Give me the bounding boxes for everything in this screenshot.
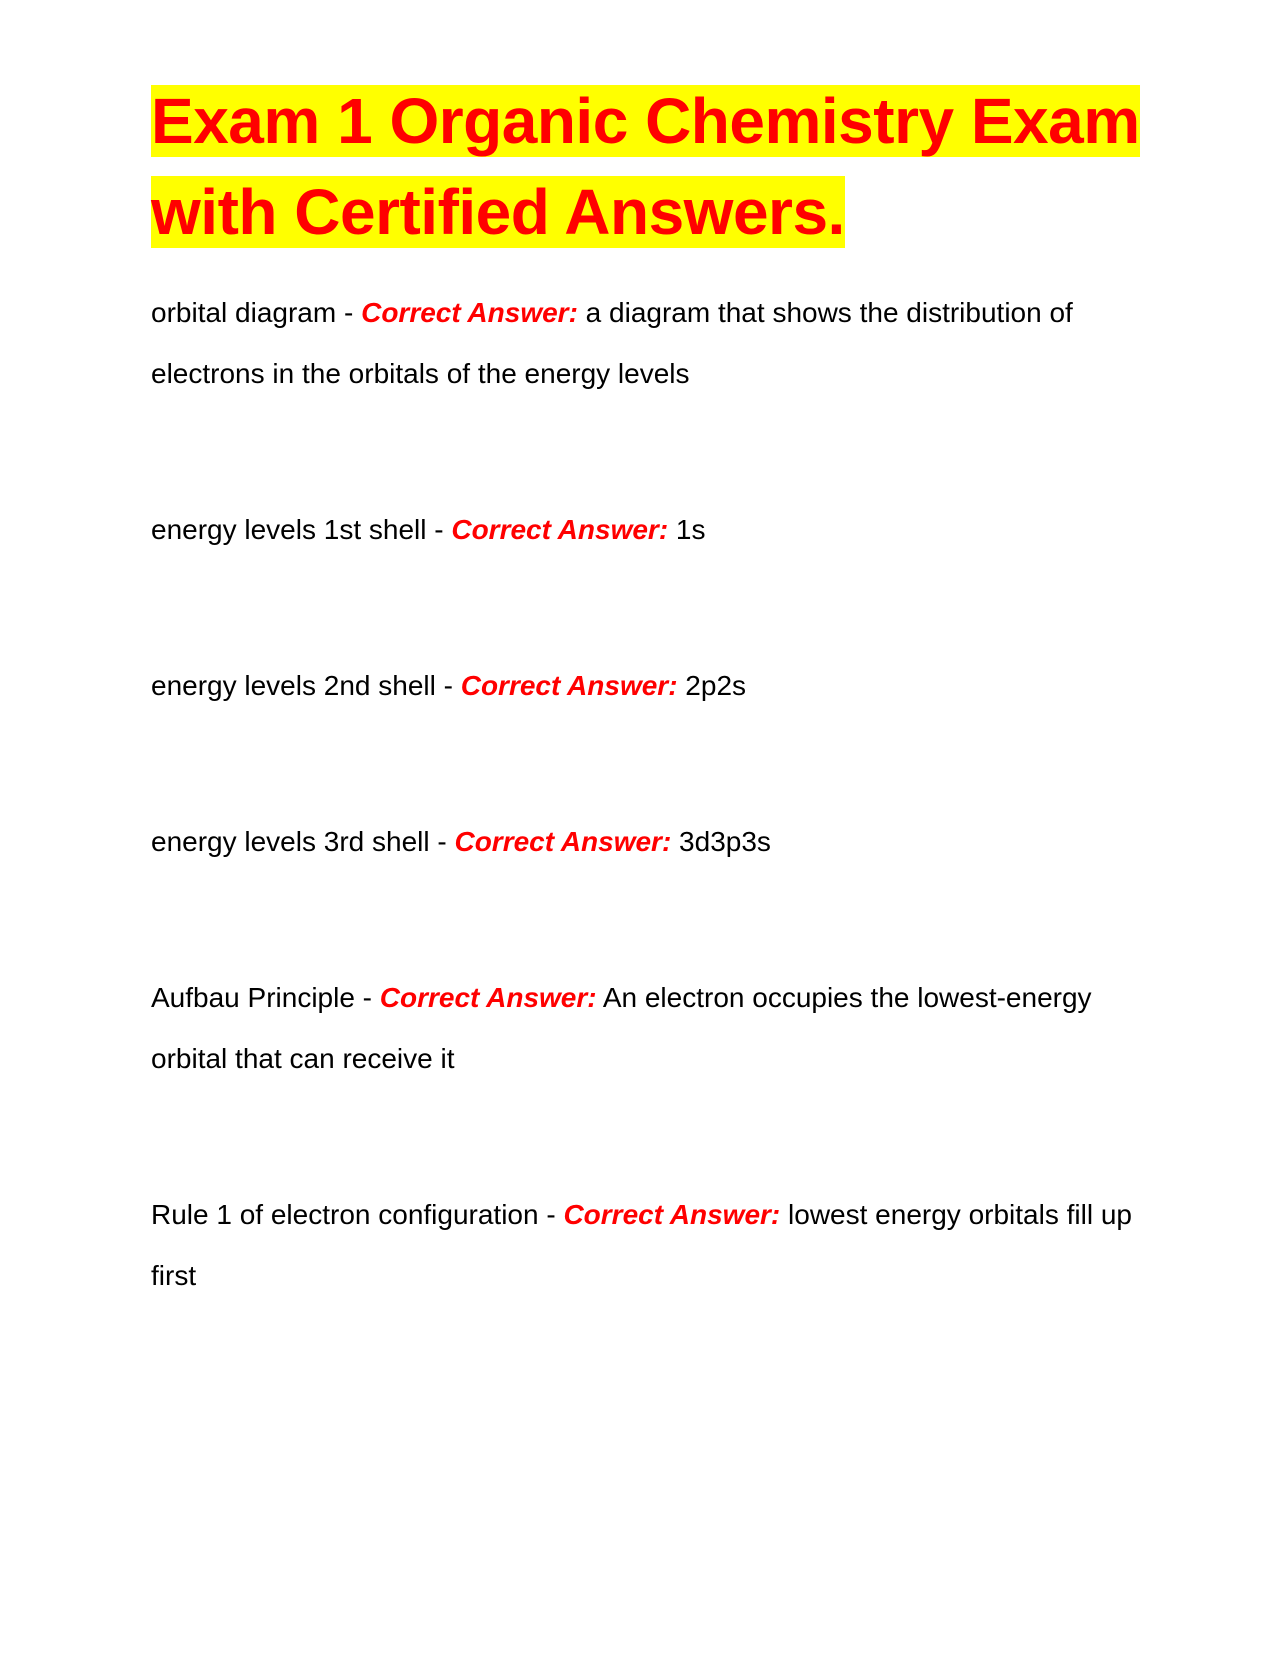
correct-answer-label: Correct Answer: xyxy=(454,826,672,857)
qa-term: Aufbau Principle - xyxy=(151,982,380,1013)
qa-item-2nd-shell xyxy=(151,655,1151,716)
document-title-text: Exam 1 Organic Chemistry Exam with Certified Answers. xyxy=(151,85,1140,248)
qa-item-rule-1 xyxy=(151,1184,1151,1306)
qa-item-aufbau-principle xyxy=(151,967,1151,1089)
qa-item-orbital-diagram xyxy=(151,282,1151,404)
qa-term: energy levels 3rd shell - xyxy=(151,826,455,857)
qa-answer: An electron occupies the lowest-energy orbital that can receive it xyxy=(151,982,1092,1074)
qa-item-1st-shell xyxy=(151,499,1151,560)
qa-item-3rd-shell xyxy=(151,811,1151,872)
qa-answer: a diagram that shows the distribution of electrons in the orbitals of the energy levels xyxy=(151,297,1073,389)
correct-answer-label: Correct Answer: xyxy=(460,670,678,701)
qa-term: orbital diagram - xyxy=(151,297,362,328)
qa-term: Rule 1 of electron configuration - xyxy=(151,1199,564,1230)
qa-answer: 3d3p3s xyxy=(671,826,771,857)
qa-answer: 2p2s xyxy=(677,670,747,701)
correct-answer-label: Correct Answer: xyxy=(451,514,669,545)
qa-term: energy levels 1st shell - xyxy=(151,514,452,545)
document-title xyxy=(151,76,1151,258)
correct-answer-label: Correct Answer: xyxy=(361,297,578,328)
qa-answer: lowest energy orbitals fill up first xyxy=(151,1199,1132,1291)
document-page xyxy=(151,76,1151,1306)
qa-answer: 1s xyxy=(668,514,706,545)
correct-answer-label: Correct Answer: xyxy=(563,1199,781,1230)
qa-term: energy levels 2nd shell - xyxy=(151,670,461,701)
correct-answer-label: Correct Answer: xyxy=(379,982,597,1013)
